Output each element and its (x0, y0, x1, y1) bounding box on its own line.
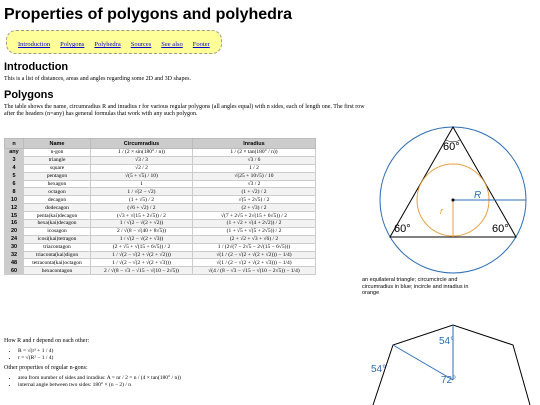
cell-name: triacontagon (24, 243, 91, 251)
table-row (5, 267, 316, 275)
cell-name: penta(kai)decagon (24, 212, 91, 220)
nav-link-see-also[interactable]: See also (161, 41, 183, 48)
table-row (5, 251, 316, 259)
cell-n: 30 (5, 243, 24, 251)
cell-inradius: (2 + √3) / 2 (192, 204, 315, 212)
cell-n: 10 (5, 196, 24, 204)
other-text: Other properties of regular n-gons: (4, 365, 88, 371)
cell-circumradius: (√6 + √2) / 2 (91, 204, 193, 212)
cell-n: 20 (5, 227, 24, 235)
cell-name: octagon (24, 188, 91, 196)
nav-link-sources[interactable]: Sources (130, 41, 152, 48)
cell-name: square (24, 164, 91, 172)
cell-inradius: √3 / 6 (192, 156, 315, 164)
table-row (5, 149, 316, 157)
cell-inradius: (1 + √5 + √(5 + 2√5)) / 2 (192, 227, 315, 235)
angle-label-top: 60° (443, 141, 460, 153)
nav-link-polygons[interactable]: Polygons (60, 41, 85, 48)
cell-n: 16 (5, 220, 24, 228)
cell-circumradius: 1 / √(2 − √2) (91, 188, 193, 196)
cell-name: icosagon (24, 227, 91, 235)
table-body (5, 149, 316, 275)
cell-circumradius: √2 / 2 (91, 164, 193, 172)
cell-n: 12 (5, 204, 24, 212)
intro-text: This is a list of distances, areas and angles regarding some 2D and 3D shapes. (4, 76, 191, 82)
cell-n: 8 (5, 188, 24, 196)
pentagon-figure (355, 320, 535, 405)
triangle-figure (350, 120, 540, 275)
angle-label-left: 60° (394, 223, 411, 235)
cell-inradius: √(1 / (2 − √(2 + √(2 + √3))) − 1/4) (192, 259, 315, 267)
cell-n: 5 (5, 172, 24, 180)
pent-angle-a: 54° (439, 336, 455, 347)
table-row (5, 220, 316, 228)
nav-link-introduction[interactable]: Introduction (18, 41, 51, 48)
intro-heading: Introduction (4, 61, 69, 73)
cell-inradius: √(5 + 2√5) / 2 (192, 196, 315, 204)
cell-circumradius: (2 + √5 + √(15 + 6√5)) / 2 (91, 243, 193, 251)
polygons-text: The table shows the name, circumradius R and inradius r for various regular polygons (all angles equal) with n sides, each of length one. The first row after the headers (n=any) has general formulas that work with any such polygon. (4, 104, 365, 117)
cell-inradius: 1 / (2 × tan(180° / n)) (192, 149, 315, 157)
table-row (5, 243, 316, 251)
nav-link-footer[interactable]: Footer (192, 41, 210, 48)
cell-inradius: √(7 + 2√5 + 2√(15 + 6√5)) / 2 (192, 212, 315, 220)
cell-circumradius: √3 / 3 (91, 156, 193, 164)
cell-inradius: (1 + √2 + √(4 + 2√2)) / 2 (192, 220, 315, 228)
cell-n: 15 (5, 212, 24, 220)
label-r: r (440, 206, 443, 216)
table-row (5, 164, 316, 172)
nav-bar (6, 30, 222, 54)
cell-n: 32 (5, 251, 24, 259)
cell-inradius: 1 / 2 (192, 164, 315, 172)
cell-name: triaconta(kai)digon (24, 251, 91, 259)
header-inradius: Inradius (192, 139, 315, 149)
label-R: R (474, 190, 482, 201)
list-item: • area from number of sides and inradius: A = nr / 2 = n / (4 × tan(180° / n)) (18, 375, 334, 382)
pentagon-radius-right (453, 345, 513, 380)
center-point (452, 199, 455, 202)
angle-label-right: 60° (492, 223, 509, 235)
cell-circumradius: (√3 + √(15 + 2√5)) / 2 (91, 212, 193, 220)
list-item: • r = √(R² − 1 / 4) (18, 355, 334, 362)
table-row (5, 188, 316, 196)
figure-caption: an equilateral triangle; circumcircle and circumradius in blue; incircle and inradius in orange (362, 277, 469, 296)
table-row (5, 196, 316, 204)
cell-n: 48 (5, 259, 24, 267)
cell-name: hexa(kai)decagon (24, 220, 91, 228)
cell-circumradius: 1 / √(2 − √(2 + √(2 + √2))) (91, 251, 193, 259)
cell-inradius: (1 + √2) / 2 (192, 188, 315, 196)
cell-inradius: √3 / 2 (192, 180, 315, 188)
cell-circumradius: 1 / √(2 − √(2 + √3)) (91, 235, 193, 243)
cell-n: 60 (5, 267, 24, 275)
cell-inradius: 1 / (2√(7 − 2√5 − 2√(15 − 6√5))) (192, 243, 315, 251)
cell-n: 4 (5, 164, 24, 172)
table-row (5, 227, 316, 235)
cell-inradius: √(25 + 10√5) / 10 (192, 172, 315, 180)
nav-link-polyhedra[interactable]: Polyhedra (94, 41, 121, 48)
page (4, 0, 536, 121)
table-row (5, 180, 316, 188)
cell-name: n-gon (24, 149, 91, 157)
cell-name: hexagon (24, 180, 91, 188)
list-item: • R = √(r² + 1 / 4) (18, 348, 334, 355)
cell-circumradius: 2 / √(8 − √3 − √15 − √(10 − 2√5)) (91, 267, 193, 275)
page-title: Properties of polygons and polyhedra (4, 6, 293, 23)
list-item: • internal angle between two sides: 180° × (n − 2) / n (18, 382, 334, 389)
cell-circumradius: 1 / √(2 − √(2 + √(2 + √3))) (91, 259, 193, 267)
pent-angle-c: 72° (441, 375, 457, 386)
table-row (5, 204, 316, 212)
polygon-table (4, 138, 316, 275)
table-row (5, 259, 316, 267)
cell-circumradius: √(5 + √5) / 10) (91, 172, 193, 180)
below-table (4, 335, 334, 391)
cell-n: any (5, 149, 24, 157)
cell-circumradius: 1 / (2 × sin(180° / n)) (91, 149, 193, 157)
cell-n: 6 (5, 180, 24, 188)
cell-name: pentagon (24, 172, 91, 180)
pent-angle-b: 54° (371, 364, 387, 375)
table-row (5, 172, 316, 180)
cell-inradius: √(4 / (8 − √3 − √15 − √(10 − 2√5)) − 1/4) (192, 267, 315, 275)
cell-name: icosi(kai)tetragon (24, 235, 91, 243)
cell-inradius: (2 + √2 + √3 + √6) / 2 (192, 235, 315, 243)
cell-name: tetraconta(kai)octagon (24, 259, 91, 267)
other-list (18, 375, 334, 389)
cell-n: 3 (5, 156, 24, 164)
cell-circumradius: 1 / √(2 − √(2 + √2)) (91, 220, 193, 228)
table-row (5, 235, 316, 243)
header-name: Name (24, 139, 91, 149)
cell-name: decagon (24, 196, 91, 204)
cell-circumradius: (1 + √5) / 2 (91, 196, 193, 204)
table-header-row (5, 139, 316, 149)
cell-name: triangle (24, 156, 91, 164)
table-row (5, 212, 316, 220)
cell-circumradius: 2 / √(8 − √(40 + 8√5)) (91, 227, 193, 235)
depend-list (18, 348, 334, 362)
cell-name: hexacontagon (24, 267, 91, 275)
cell-name: dodecagon (24, 204, 91, 212)
polygons-heading: Polygons (4, 89, 54, 101)
cell-circumradius: 1 (91, 180, 193, 188)
header-circumradius: Circumradius (91, 139, 193, 149)
depend-text: How R and r depend on each other: (4, 338, 90, 344)
header-n: n (5, 139, 24, 149)
cell-n: 24 (5, 235, 24, 243)
table-row (5, 156, 316, 164)
cell-inradius: √(1 / (2 − √(2 + √(2 + √2))) − 1/4) (192, 251, 315, 259)
